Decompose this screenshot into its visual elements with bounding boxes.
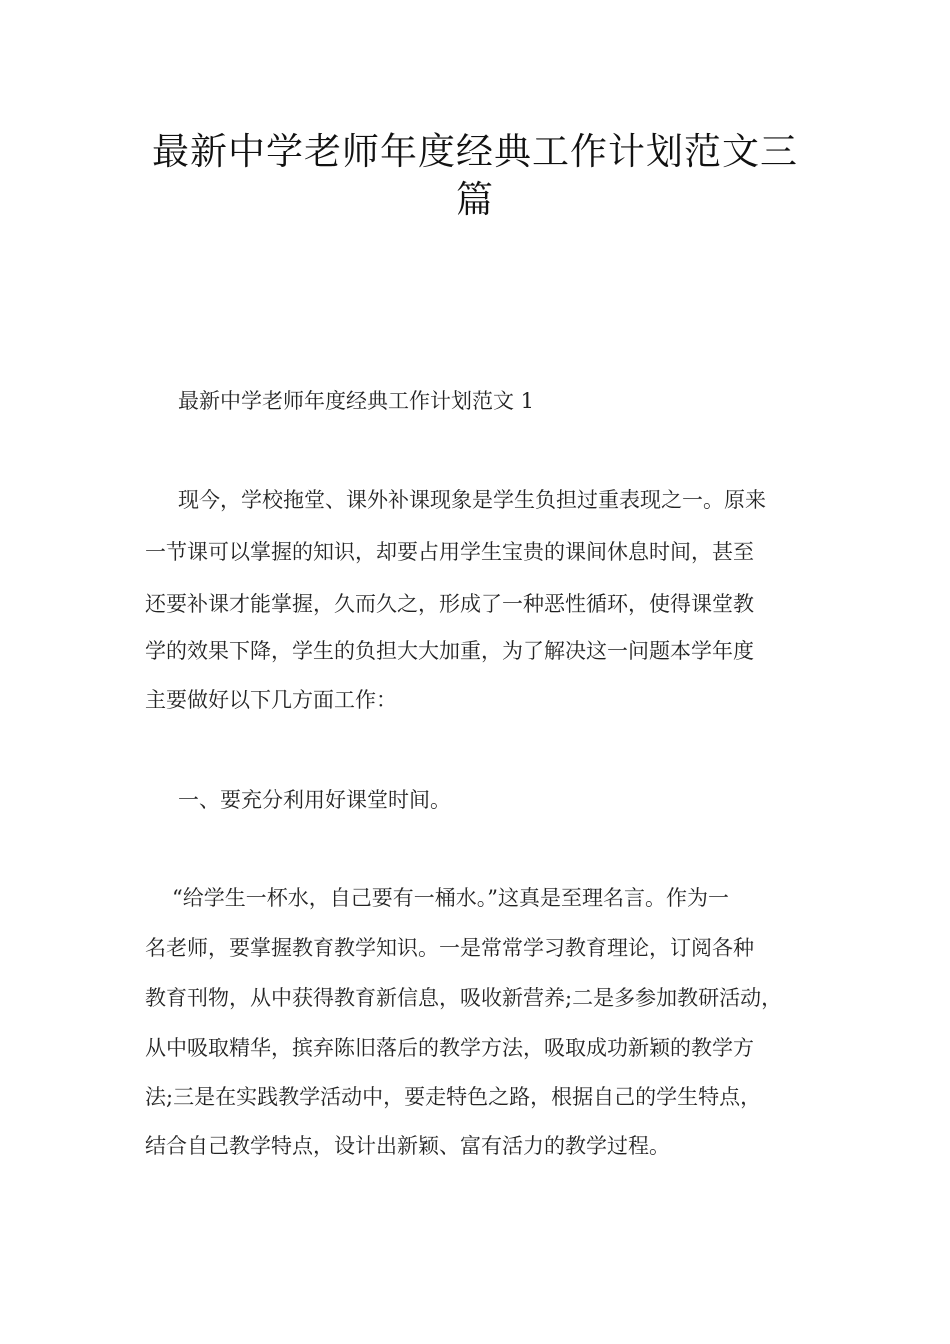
paragraph-2-line-1: “给学生一杯水，自己要有一桶水。”这真是至理名言。作为一 [172, 886, 729, 910]
paragraph-1-line-2: 一节课可以掌握的知识，却要占用学生宝贵的课间休息时间，甚至 [145, 540, 754, 564]
paragraph-2-line-3: 教育刊物，从中获得教育新信息，吸收新营养;二是多参加教研活动， [145, 986, 783, 1010]
paragraph-1-line-1: 现今，学校拖堂、课外补课现象是学生负担过重表现之一。原来 [178, 488, 766, 512]
paragraph-2-line-6: 结合自己教学特点，设计出新颖、富有活力的教学过程。 [145, 1134, 670, 1158]
paragraph-2-line-2: 名老师，要掌握教育教学知识。一是常常学习教育理论，订阅各种 [145, 936, 754, 960]
paragraph-1-line-4: 学的效果下降，学生的负担大大加重，为了解决这一问题本学年度 [145, 639, 754, 663]
point-1-heading: 一、要充分利用好课堂时间。 [178, 788, 451, 812]
paragraph-1-line-5: 主要做好以下几方面工作： [145, 688, 397, 712]
paragraph-1-line-3: 还要补课才能掌握，久而久之，形成了一种恶性循环，使得课堂教 [145, 592, 754, 616]
paragraph-2-line-5: 法;三是在实践教学活动中，要走特色之路，根据自己的学生特点， [145, 1085, 762, 1109]
document-title [130, 128, 820, 224]
title-line-1: 最新中学老师年度经典工作计划范文三 [152, 130, 798, 173]
section-heading: 最新中学老师年度经典工作计划范文 1 [178, 389, 535, 413]
paragraph-2-line-4: 从中吸取精华，摈弃陈旧落后的教学方法，吸取成功新颖的教学方 [145, 1036, 754, 1060]
title-line-2: 篇 [456, 178, 494, 221]
